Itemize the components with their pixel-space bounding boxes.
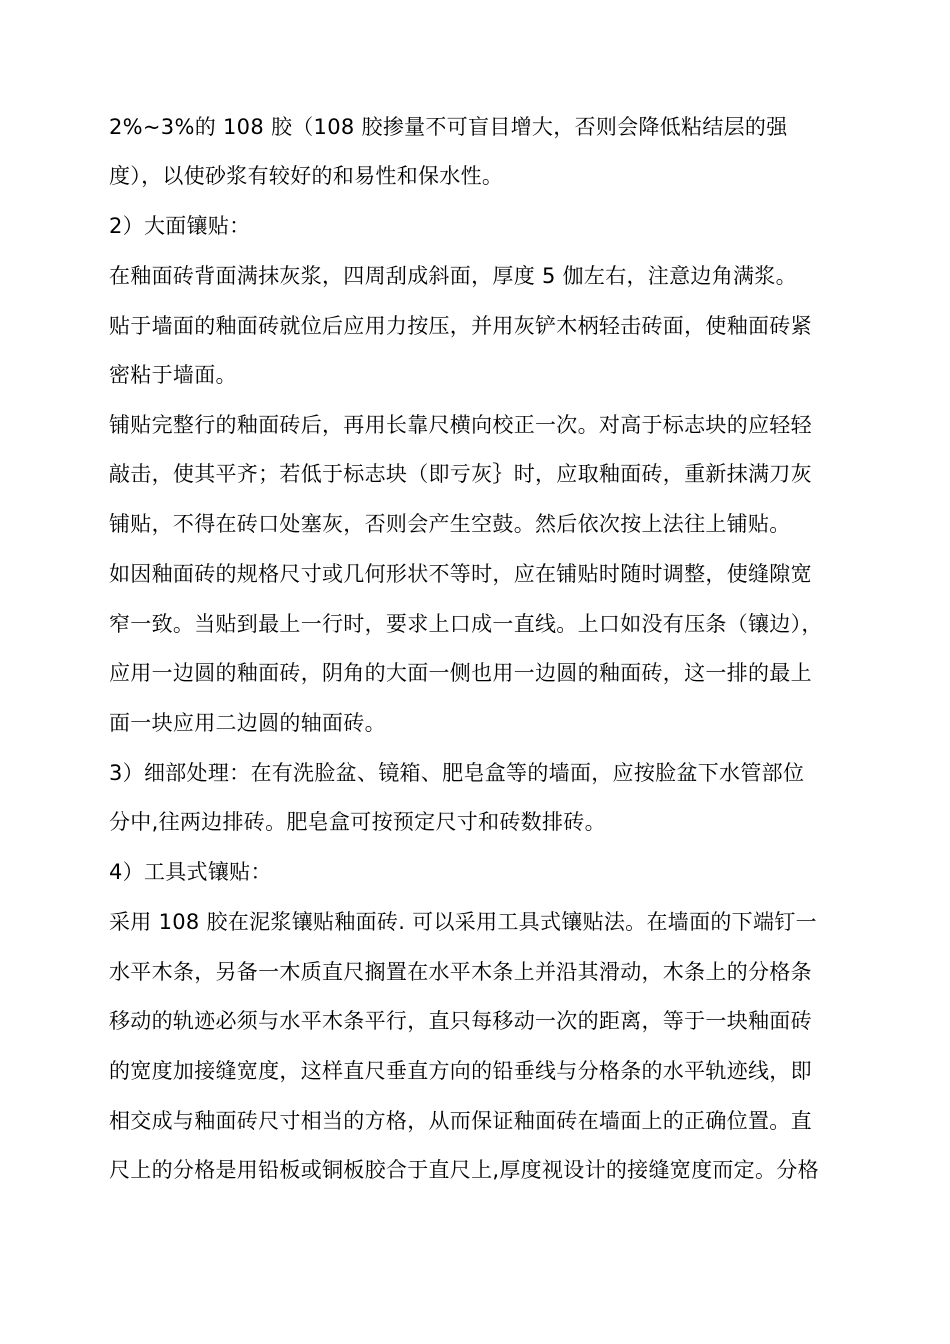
text-line: 分中,往两边排砖。肥皂盒可按预定尺寸和砖数排砖。 (109, 810, 606, 834)
text-line: 2%~3%的 108 胶（108 胶掺量不可盲目增大，否则会降低粘结层的强 (109, 115, 788, 139)
text-line: 的宽度加接缝宽度，这样直尺垂直方向的铅垂线与分格条的水平轨迹线，即 (109, 1059, 812, 1083)
text-line: 贴于墙面的釉面砖就位后应用力按压，并用灰铲木柄轻击砖面，使釉面砖紧 (109, 314, 812, 338)
text-line: 面一块应用二边圆的轴面砖。 (109, 711, 386, 735)
text-line: 敲击，使其平齐；若低于标志块（即亏灰｝时，应取釉面砖，重新抹满刀灰 (109, 462, 812, 486)
section-heading: 2）大面镶贴： (109, 214, 251, 238)
text-line: 水平木条，另备一木质直尺搁置在水平木条上并沿其滑动，木条上的分格条 (109, 960, 812, 984)
text-line: 在釉面砖背面满抹灰浆，四周刮成斜面，厚度 5 伽左右，注意边角满浆。 (109, 264, 797, 288)
text-line: 采用 108 胶在泥浆镶贴釉面砖. 可以采用工具式镶贴法。在墙面的下端钉一 (109, 910, 817, 934)
text-line: 度），以使砂浆有较好的和易性和保水性。 (109, 164, 504, 188)
text-line: 应用一边圆的釉面砖，阴角的大面一侧也用一边圆的釉面砖，这一排的最上 (109, 661, 812, 685)
text-line: 移动的轨迹必须与水平木条平行，直只每移动一次的距离，等于一块釉面砖 (109, 1009, 812, 1033)
section-heading: 4）工具式镶贴： (109, 860, 272, 884)
text-line: 铺贴完整行的釉面砖后，再用长靠尺横向校正一次。对高于标志块的应轻轻 (109, 413, 812, 437)
text-line: 相交成与釉面砖尺寸相当的方格，从而保证釉面砖在墙面上的正确位置。直 (109, 1109, 812, 1133)
text-line: 铺贴，不得在砖口处塞灰，否则会产生空鼓。然后依次按上法往上铺贴。 (109, 512, 791, 536)
text-line: 尺上的分格是用铅板或铜板胶合于直尺上,厚度视设计的接缝宽度而定。分格 (109, 1158, 819, 1182)
text-line: 如因釉面砖的规格尺寸或几何形状不等时，应在铺贴时随时调整，使缝隙宽 (109, 562, 812, 586)
section-heading: 3）细部处理：在有洗脸盆、镜箱、肥皂盒等的墙面，应按脸盆下水管部位 (109, 761, 805, 785)
text-line: 窄一致。当贴到最上一行时，要求上口成一直线。上口如没有压条（镶边）， (109, 612, 823, 636)
text-line: 密粘于墙面。 (109, 363, 237, 387)
